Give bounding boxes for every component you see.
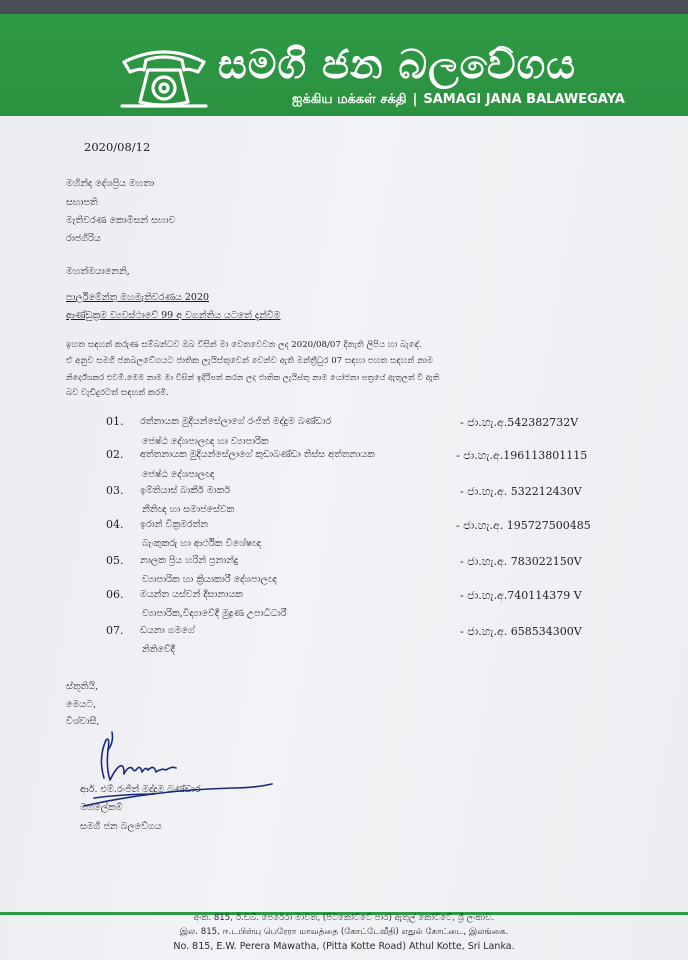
recipient-line-2: සභාපති: [66, 197, 98, 208]
telephone-logo-icon: [118, 44, 210, 112]
footer-address-sinhala: අංක. 815, ඊ.ඩබ්. පෙරේරා මාවත, (පිටකෝට්ටේ පාර) ඇතුල් කෝට්ටේ, ශ්‍රී ලංකාව.: [193, 913, 495, 923]
signatory-title: මහලේකම්: [80, 802, 123, 813]
candidate-nic-value: ජා.හැ.අ. 658534300V: [467, 625, 582, 638]
recipient-line-1: මහින්ද දේශප්‍රිය මහතා: [66, 178, 155, 189]
candidate-name: ඉම්තියාස් බාකීර් මාකර්: [140, 485, 231, 496]
candidate-number: 05.: [106, 554, 124, 567]
candidate-role: නීතිඥ හා සමාජසේවක: [142, 504, 235, 515]
candidate-nic: - ජා.හැ.අ.196113801115: [456, 449, 588, 462]
candidate-number: 02.: [106, 448, 124, 461]
candidate-role: නිතිවේදී: [142, 644, 175, 655]
subtitle-separator: |: [412, 92, 418, 107]
candidate-nic: - ජා.හැ.අ.542382732V: [460, 416, 579, 429]
photo-top-edge: [0, 0, 688, 14]
footer-address-english: No. 815, E.W. Perera Mawatha, (Pitta Kotte Road) Athul Kotte, Sri Lanka.: [173, 941, 515, 952]
candidate-number: 04.: [106, 518, 124, 531]
candidate-nic-value: ජා.හැ.අ.740114379 V: [467, 589, 582, 602]
candidate-nic: - ජා.හැ.අ. 532212430V: [460, 485, 582, 498]
party-name-subtitle: [292, 92, 625, 108]
candidate-nic-value: ජා.හැ.අ. 783022150V: [467, 555, 582, 568]
candidate-nic-value: ජා.හැ.අ.196113801115: [463, 449, 588, 462]
party-name-english: SAMAGI JANA BALAWEGAYA: [423, 92, 625, 107]
candidate-name: රත්නායක මුදියන්සේලාගේ රංජිත් මද්දුම බණ්ඩාර: [140, 416, 332, 427]
candidate-nic-value: ජා.හැ.අ. 195727500485: [463, 519, 591, 532]
candidate-name: මයන්ත යස්වන් දිසානායක: [140, 589, 243, 600]
footer-address-tamil: இல. 815, ஈ.டபிள்யு பெரேரா மாவத்தை (கோட்டேவீதி) எதுல் கோட்டை, இலங்கை.: [179, 927, 509, 937]
candidate-number: 01.: [106, 415, 124, 428]
candidate-role: ව්‍යාපාරික හා ක්‍රියාකාරී දේශපාලඥ: [142, 574, 278, 585]
paragraph-line-3: නිර්දේශකර එවමි.මෙම නාම මා විසින් ඉදිරිපත් කරන ලද ජාතික ලැයිස්තු නාම යෝජනා පත්‍රයේ ඇතුලත් වී ඇති: [66, 372, 440, 382]
paragraph-line-1: ඉහත සඳහන් කරුණ සම්බන්ධව ඔබ විසින් මා වෙතවෙවන ලද 2020/08/07 දිනැති ලිපිය හා බැඳේ.: [66, 340, 422, 350]
letter-date: 2020/08/12: [84, 140, 151, 154]
signatory-organization: සමගි ජන බලවේගය: [80, 821, 162, 832]
salutation: මහත්මයානෙනි,: [66, 266, 130, 277]
candidate-nic-value: ජා.හැ.අ.542382732V: [467, 416, 579, 429]
subject-line-2: ආණ්ඩුක්‍රම ව්‍යවස්ථාවේ 99 අ වගන්තිය යටතේ දැන්වීම: [66, 310, 281, 321]
candidate-role: ව්‍යාපාරික,විද්‍යාවේදී මුද්‍රණ උපාධිධාරී: [142, 608, 287, 619]
candidate-name: ඉරාන් වික්‍රමරත්න: [140, 519, 209, 530]
candidate-nic: - ජා.හැ.අ. 783022150V: [460, 555, 582, 568]
letterhead: [0, 14, 688, 116]
recipient-line-3: මැතිවරණ කොමිසන් සභාව: [66, 215, 176, 226]
closing-line-3: විශ්වාසී,: [66, 716, 100, 727]
closing-line-2: මෙයට,: [66, 699, 96, 710]
candidate-name: නාලක ප්‍රිය හරින් ප්‍රනාන්දු: [140, 555, 239, 566]
candidate-number: 06.: [106, 588, 124, 601]
candidate-nic-value: ජා.හැ.අ. 532212430V: [467, 485, 582, 498]
candidate-name: අත්තනායක මුදියන්සේලාගේ කුඩාබණ්ඩා තිස්ස අත්තනායක: [140, 449, 375, 460]
handwritten-signature: [84, 728, 274, 810]
candidate-number: 07.: [106, 624, 124, 637]
candidate-role: බැංකුකරු හා ආර්ථික විශේෂඥ: [142, 538, 262, 549]
recipient-line-4: රාජගිරිය: [66, 233, 101, 244]
party-name-sinhala: සමගි ජන බලවේගය: [218, 42, 577, 88]
candidate-role: ජෙෂ්ඨ දේශපාලඥ: [142, 469, 215, 480]
paragraph-line-4: බව වැඩිදුරටත් සඳහන් කරමි.: [66, 388, 170, 398]
candidate-nic: - ජා.හැ.අ. 658534300V: [460, 625, 582, 638]
candidate-nic: - ජා.හැ.අ. 195727500485: [456, 519, 591, 532]
paragraph-line-2: ඒ අනුව සමගි ජනබලවේගයට ජාතික ලැයිස්තුවෙන් වෙන්ව ඇති මන්ත්‍රීධුර 07 සඳහා පහත සඳහන් නාම: [66, 356, 434, 366]
closing-line-1: ස්තූතියි,: [66, 681, 99, 692]
candidate-nic: - ජා.හැ.අ.740114379 V: [460, 589, 582, 602]
candidate-number: 03.: [106, 484, 124, 497]
subject-line-1: පාර්ලිමේන්තු මහමැතිවරණය 2020: [66, 292, 210, 303]
candidate-role: ජෙෂ්ඨ දේශපාලඥ හා ව්‍යාපාරික: [142, 436, 269, 447]
party-name-tamil: ஐக்கிய மக்கள் சக்தி: [292, 92, 407, 107]
signatory-name: ආර්. එම්.රංජිත් මද්දුම බණ්ඩාර: [80, 784, 201, 795]
candidate-name: ඩයනා ගමගේ: [140, 625, 195, 636]
